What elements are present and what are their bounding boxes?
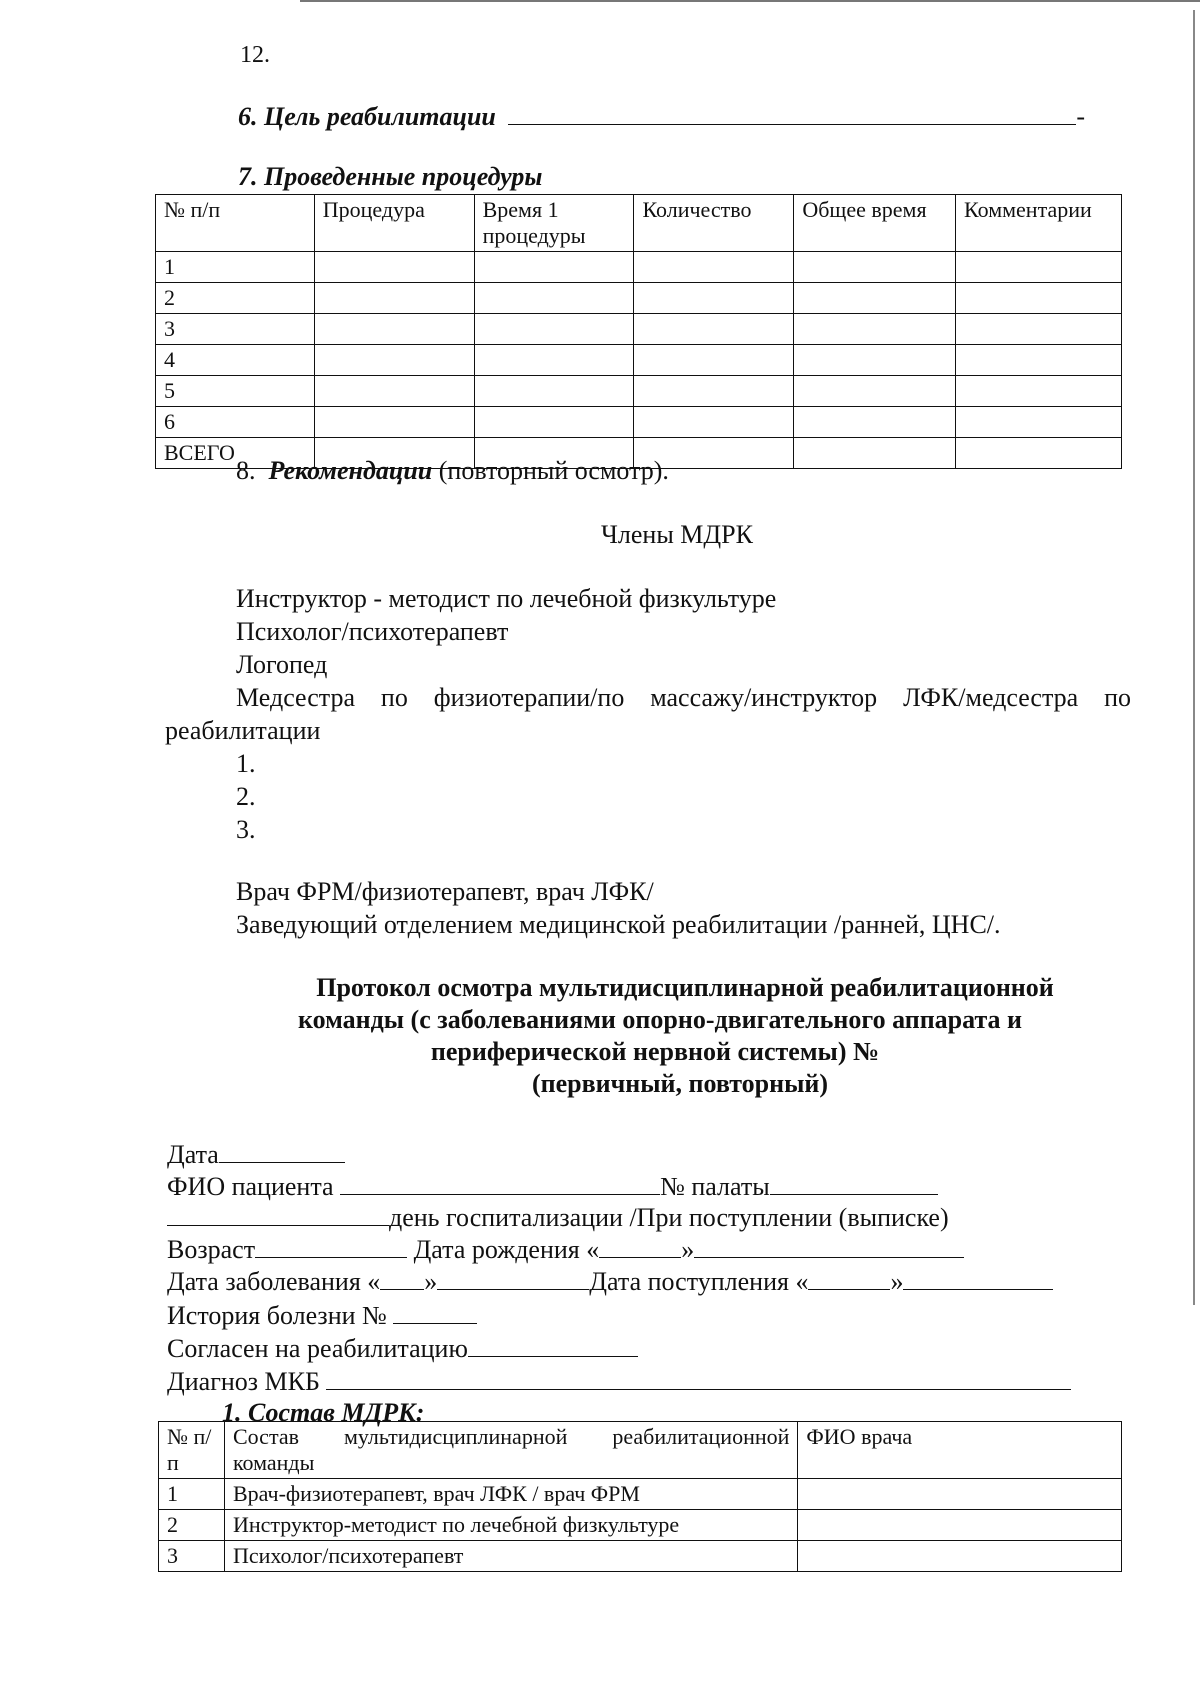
patient-name-field[interactable] — [340, 1172, 660, 1195]
protocol-title-line1: Протокол осмотра мультидисциплинарной реабилитационной — [316, 973, 1054, 1002]
numbered-item: 1. — [236, 749, 256, 778]
procedures-header-row — [156, 195, 1122, 252]
row-number: 2 — [156, 283, 315, 314]
cell-total[interactable] — [794, 283, 956, 314]
cell-comment[interactable] — [956, 252, 1122, 283]
cell-procedure[interactable] — [314, 252, 474, 283]
rehab-goal-field[interactable] — [508, 102, 1076, 125]
date-row — [167, 1140, 345, 1170]
table-row — [156, 252, 1122, 283]
team-row-doctor-field[interactable] — [798, 1479, 1122, 1510]
team-row-role: Врач-физиотерапевт, врач ЛФК / врач ФРМ — [224, 1479, 797, 1510]
illness-quote-close: » — [424, 1267, 438, 1296]
member-item: Психолог/психотерапевт — [236, 617, 509, 646]
section8-note: (повторный осмотр). — [438, 456, 669, 485]
history-label: История болезни № — [167, 1301, 387, 1330]
consent-field[interactable] — [468, 1334, 638, 1357]
table-row — [156, 376, 1122, 407]
members-heading: Члены МДРК — [601, 520, 753, 549]
table-row — [156, 314, 1122, 345]
illness-date-field[interactable] — [437, 1267, 589, 1290]
row-total-label: ВСЕГО — [156, 438, 315, 469]
protocol-title-line4: (первичный, повторный) — [531, 1069, 829, 1098]
date-field[interactable] — [219, 1140, 345, 1163]
birth-field[interactable] — [694, 1235, 964, 1258]
cell-comment[interactable] — [956, 314, 1122, 345]
team-row-number: 1 — [159, 1479, 225, 1510]
team-row-doctor-field[interactable] — [798, 1510, 1122, 1541]
col-header-number: № п/п — [156, 195, 315, 252]
cell-comment[interactable] — [956, 283, 1122, 314]
numbered-item: 3. — [236, 815, 256, 844]
age-field[interactable] — [255, 1235, 407, 1258]
birth-label: Дата рождения « — [413, 1235, 600, 1264]
table-row — [156, 345, 1122, 376]
illness-row — [167, 1267, 1053, 1297]
ward-label: № палаты — [660, 1172, 770, 1201]
admission-label: Дата поступления « — [589, 1267, 809, 1296]
cell-count[interactable] — [634, 314, 794, 345]
age-label: Возраст — [167, 1235, 256, 1264]
diagnosis-row — [167, 1367, 1071, 1397]
col-header-count: Количество — [634, 195, 794, 252]
row-number: 6 — [156, 407, 315, 438]
cell-total[interactable] — [794, 376, 956, 407]
admission-day-field[interactable] — [808, 1267, 890, 1290]
history-number-field[interactable] — [393, 1301, 477, 1324]
cell-count[interactable] — [634, 345, 794, 376]
section8-number: 8. — [236, 456, 256, 485]
cell-time[interactable] — [474, 252, 634, 283]
hosp-day-label: день госпитализации /При поступлении (выписке) — [389, 1203, 949, 1232]
section6-tail: - — [1076, 102, 1086, 131]
hosp-day-field[interactable] — [167, 1203, 389, 1226]
cell-total[interactable] — [794, 438, 956, 469]
cell-comment[interactable] — [956, 376, 1122, 407]
team-row-number: 2 — [159, 1510, 225, 1541]
team-table — [158, 1421, 1122, 1572]
section1-title: 1. Состав МДРК: — [222, 1398, 425, 1427]
cell-total[interactable] — [794, 407, 956, 438]
row-number: 3 — [156, 314, 315, 345]
section8-heading — [236, 456, 669, 486]
scan-edge-right — [1193, 10, 1195, 1305]
section6-heading — [238, 102, 1085, 132]
member-nurse-line1: Медсестра по физиотерапии/по массажу/инструктор ЛФК/медсестра по — [236, 683, 1131, 712]
age-row — [167, 1235, 964, 1265]
protocol-title-line2: команды (с заболеваниями опорно-двигательного аппарата и — [297, 1005, 1023, 1034]
admission-quote-close: » — [890, 1267, 904, 1296]
cell-time[interactable] — [474, 283, 634, 314]
table-row — [159, 1510, 1122, 1541]
col-header-time: Время 1 процедуры — [474, 195, 634, 252]
cell-procedure[interactable] — [314, 345, 474, 376]
team-col-composition: Состав мультидисциплинарной реабилитационной команды — [224, 1422, 797, 1479]
illness-day-field[interactable] — [380, 1267, 424, 1290]
ward-field[interactable] — [770, 1172, 938, 1195]
cell-time[interactable] — [474, 345, 634, 376]
team-header-row — [159, 1422, 1122, 1479]
col-header-total-time: Общее время — [794, 195, 956, 252]
cell-comment[interactable] — [956, 407, 1122, 438]
cell-time[interactable] — [474, 314, 634, 345]
scan-edge-top — [300, 0, 1200, 2]
birth-quote-close: » — [681, 1235, 695, 1264]
consent-label: Согласен на реабилитацию — [167, 1334, 468, 1363]
diagnosis-field[interactable] — [326, 1367, 1071, 1390]
cell-time[interactable] — [474, 376, 634, 407]
section8-title: Рекомендации — [268, 456, 433, 485]
team-row-number: 3 — [159, 1541, 225, 1572]
col-header-procedure: Процедура — [314, 195, 474, 252]
table-row — [159, 1479, 1122, 1510]
numbered-item: 2. — [236, 782, 256, 811]
section7-title: 7. Проведенные процедуры — [238, 162, 543, 191]
member-nurse-line2: реабилитации — [165, 716, 321, 745]
cell-procedure[interactable] — [314, 283, 474, 314]
patient-row — [167, 1172, 938, 1202]
col-header-comments: Комментарии — [956, 195, 1122, 252]
row-number: 4 — [156, 345, 315, 376]
row-number: 5 — [156, 376, 315, 407]
team-row-doctor-field[interactable] — [798, 1541, 1122, 1572]
admission-date-field[interactable] — [903, 1267, 1053, 1290]
cell-comment[interactable] — [956, 438, 1122, 469]
team-col-doctor-name: ФИО врача — [798, 1422, 1122, 1479]
patient-label: ФИО пациента — [167, 1172, 334, 1201]
member-item: Логопед — [236, 650, 328, 679]
diagnosis-label: Диагноз МКБ — [167, 1367, 320, 1396]
member-item: Инструктор - методист по лечебной физкультуре — [236, 584, 777, 613]
birth-day-field[interactable] — [599, 1235, 681, 1258]
team-row-role: Психолог/психотерапевт — [224, 1541, 797, 1572]
team-col-number: № п/п — [159, 1422, 225, 1479]
cell-total[interactable] — [794, 345, 956, 376]
cell-count[interactable] — [634, 283, 794, 314]
date-label: Дата — [167, 1140, 219, 1169]
cell-count[interactable] — [634, 376, 794, 407]
page-number: 12. — [240, 42, 270, 68]
cell-procedure[interactable] — [314, 407, 474, 438]
doctor-line: Врач ФРМ/физиотерапевт, врач ЛФК/ — [236, 877, 654, 906]
table-row — [156, 407, 1122, 438]
illness-label: Дата заболевания « — [167, 1267, 381, 1296]
history-row — [167, 1301, 477, 1331]
table-row — [156, 283, 1122, 314]
cell-total[interactable] — [794, 314, 956, 345]
cell-procedure[interactable] — [314, 314, 474, 345]
procedures-table — [155, 194, 1122, 469]
section6-title: 6. Цель реабилитации — [238, 102, 496, 131]
cell-count[interactable] — [634, 252, 794, 283]
cell-count[interactable] — [634, 407, 794, 438]
cell-comment[interactable] — [956, 345, 1122, 376]
hospitalization-row — [167, 1203, 949, 1233]
team-row-role: Инструктор-методист по лечебной физкультуре — [224, 1510, 797, 1541]
head-of-department-line: Заведующий отделением медицинской реабилитации /ранней, ЦНС/. — [236, 910, 1001, 939]
cell-procedure[interactable] — [314, 376, 474, 407]
cell-total[interactable] — [794, 252, 956, 283]
row-number: 1 — [156, 252, 315, 283]
table-row — [159, 1541, 1122, 1572]
consent-row — [167, 1334, 638, 1364]
cell-time[interactable] — [474, 407, 634, 438]
protocol-title-line3: периферической нервной системы) № — [430, 1037, 880, 1066]
